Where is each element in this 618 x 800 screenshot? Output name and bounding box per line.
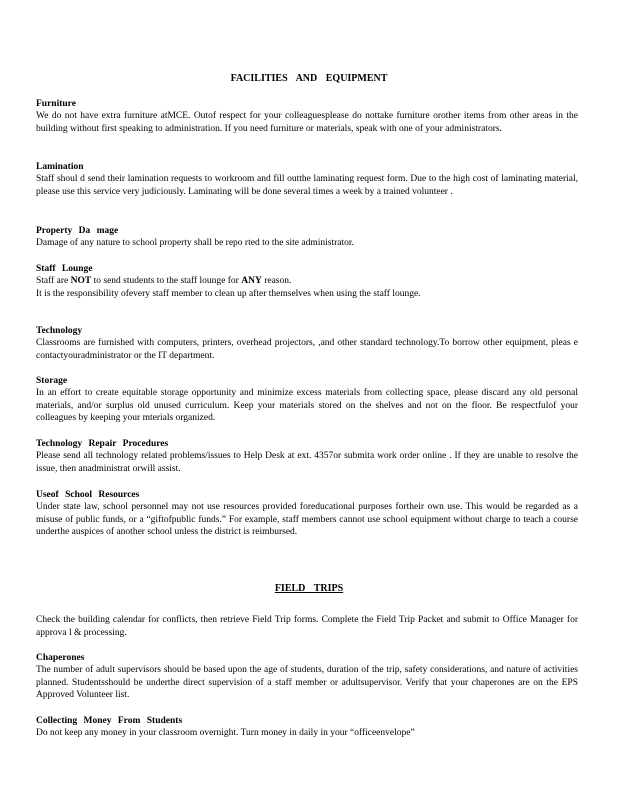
staff-lounge-text-1: Staff are <box>36 276 71 286</box>
staff-lounge-body-2: It is the responsibility ofevery staff member to clean up after themselves when using the staff lounge. <box>36 288 421 299</box>
facilities-heading: FACILITIES AND EQUIPMENT <box>230 73 388 84</box>
storage-body: In an effort to create equitable storage opportunity and minimize excess materials from collecting space, please discard any old personal materials, and/or surplus old unused curriculum. Keep your materials stored on the shelves and not on the floor. Be respectfulof your colleagues by keeping your mterials organized. <box>36 388 578 423</box>
technology-body: Classrooms are furnished with computers, printers, overhead projectors, ,and other standard technology.To borrow other equipment, pleas e contactyouradministrator or the IT department. <box>36 338 578 361</box>
section-tech-repair <box>36 438 578 475</box>
furniture-title: Furniture <box>36 99 76 109</box>
section-chaperones <box>36 652 578 702</box>
staff-lounge-body <box>36 275 578 288</box>
tech-repair-body: Please send all technology related problems/issues to Help Desk at ext. 4357or submita work order online . If they are unable to resolve the issue, then anadministrat orwill assist. <box>36 451 578 474</box>
section-technology <box>36 325 578 362</box>
section-lamination <box>36 161 578 198</box>
staff-lounge-text-3: reason. <box>261 276 292 286</box>
lamination-body: Staff shoul d send their lamination requests to workroom and fill outthe laminating request form. Due to the high cost of laminating material, please use this service very judiciously. Laminating will be done several times a week by a trained volunteer . <box>36 174 578 197</box>
furniture-body: We do not have extra furniture atMCE. Outof respect for your colleaguesplease do nottake furniture orother items from other areas in the building without first speaking to administration. If you need furniture or materials, speak with one of your administrators. <box>36 111 578 134</box>
section-storage <box>36 375 578 425</box>
section-use-of-school-resources <box>36 489 578 539</box>
collecting-money-title: Collecting Money From Students <box>36 716 183 726</box>
staff-lounge-not: NOT <box>70 276 92 286</box>
section-furniture <box>36 98 578 135</box>
section-property-damage <box>36 225 578 250</box>
field-trips-intro-body: Check the building calendar for conflicts, then retrieve Field Trip forms. Complete the Field Trip Packet and submit to Office Manager for approva l & processing. <box>36 615 578 638</box>
use-of-school-resources-body: Under state law, school personnel may not use resources provided foreducational purposes fortheir own use. This would be regarded as a misuse of public funds, or a “giftofpublic funds.” For example, staff members cannot use school equipment without charge to teach a course underthe auspices of another school unless the district is reimbursed. <box>36 502 578 537</box>
technology-title: Technology <box>36 326 83 336</box>
use-of-school-resources-title: Useof School Resources <box>36 490 140 500</box>
staff-lounge-title: Staff Lounge <box>36 264 93 274</box>
section-collecting-money <box>36 715 578 740</box>
chaperones-title: Chaperones <box>36 653 85 663</box>
property-damage-body: Damage of any nature to school property shall be repo rted to the site administrator. <box>36 238 354 248</box>
lamination-title: Lamination <box>36 162 84 172</box>
staff-lounge-any: ANY <box>241 276 262 286</box>
property-damage-title: Property Da mage <box>36 226 119 236</box>
collecting-money-body: Do not keep any money in your classroom overnight. Turn money in daily in your “officeenvelope” <box>36 728 415 738</box>
section-field-trips-intro <box>36 614 578 639</box>
field-trips-heading: FIELD TRIPS <box>274 583 344 594</box>
chaperones-body: The number of adult supervisors should be based upon the age of students, duration of the trip, safety considerations, and nature of activities planned. Studentsshould be underthe direct supervision of a staff member or adultsupervisor. Verify that your chaperones are on the EPS Approved Volunteer list. <box>36 665 578 700</box>
section-staff-lounge <box>36 263 578 300</box>
tech-repair-title: Technology Repair Procedures <box>36 439 169 449</box>
staff-lounge-text-2: to send students to the staff lounge for <box>91 276 242 286</box>
storage-title: Storage <box>36 376 68 386</box>
